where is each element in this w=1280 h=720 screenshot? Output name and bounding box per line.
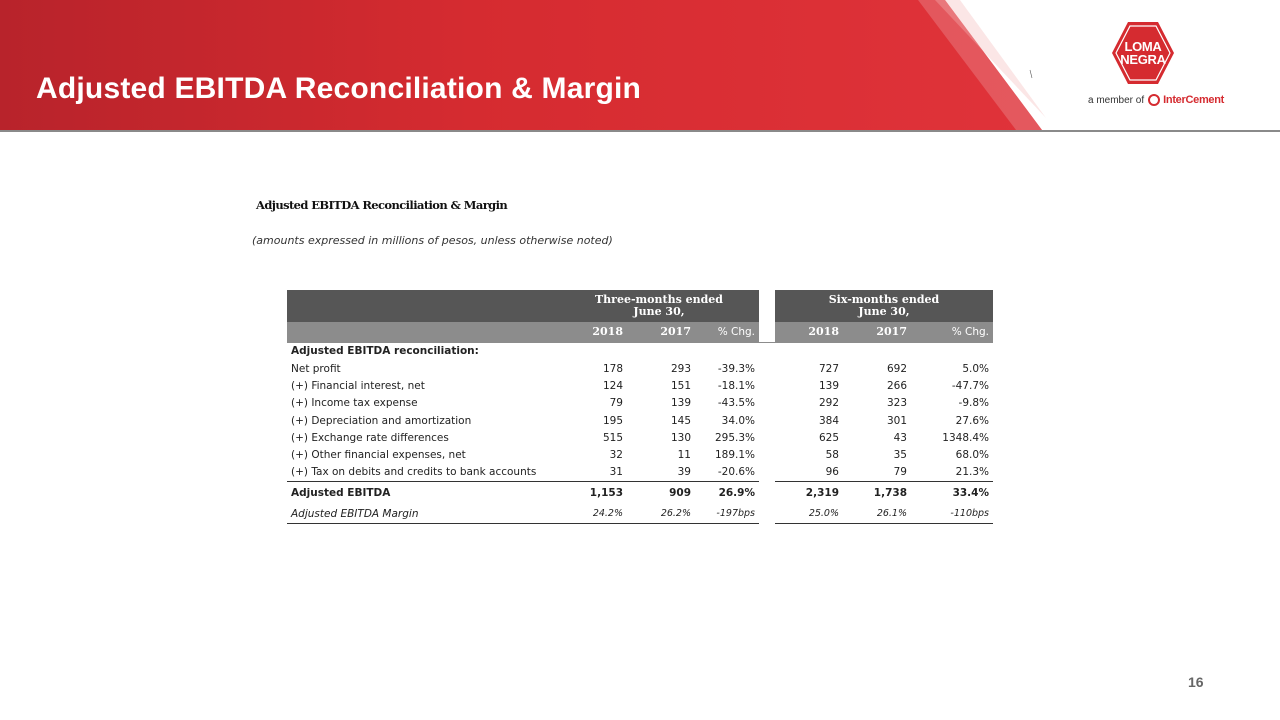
row-h2017: 79 — [893, 466, 907, 479]
intercement-brand: InterCement — [1163, 94, 1225, 106]
row-gap — [759, 377, 775, 394]
row-gap — [759, 481, 775, 505]
banner-graphic — [0, 0, 1280, 134]
row-qchg: -20.6% — [717, 466, 755, 479]
logo-line2: NEGRA — [1120, 52, 1166, 67]
row-label: (+) Financial interest, net — [291, 379, 425, 392]
group-header-six-months: Six-months ended June 30, — [775, 290, 993, 322]
table-row — [287, 446, 993, 463]
member-of-row — [1088, 94, 1224, 106]
row-label: (+) Tax on debits and credits to bank accounts — [291, 466, 537, 479]
table-row — [287, 360, 993, 377]
row-h2017: 266 — [886, 379, 907, 392]
table-body — [287, 360, 993, 481]
ebitda-table — [287, 290, 993, 524]
row-gap — [759, 446, 775, 463]
logo-line1: LOMA — [1124, 39, 1162, 54]
row-gap — [759, 412, 775, 429]
header-banner — [0, 0, 1280, 134]
margin-q2017: 26.2% — [627, 505, 695, 523]
row-h2017: 323 — [886, 397, 907, 410]
total-label: Adjusted EBITDA — [287, 481, 559, 505]
row-label: (+) Income tax expense — [291, 397, 418, 410]
row-h2017: 43 — [893, 431, 907, 444]
total-row — [287, 481, 993, 505]
row-q2017: 11 — [677, 449, 691, 462]
loma-negra-logo — [1108, 20, 1178, 86]
margin-qchg: -197bps — [695, 505, 759, 523]
row-hchg: 5.0% — [962, 362, 989, 375]
table-row — [287, 395, 993, 412]
table-row — [287, 464, 993, 481]
table-row — [287, 429, 993, 446]
row-q2017: 139 — [670, 397, 691, 410]
table-subtitle: (amounts expressed in millions of pesos, unless otherwise noted) — [252, 234, 613, 247]
table-column-header-row — [287, 322, 993, 342]
row-hchg: -47.7% — [951, 379, 989, 392]
row-label: (+) Depreciation and amortization — [291, 414, 472, 427]
row-h2018: 139 — [818, 379, 839, 392]
section-label-row — [287, 342, 993, 360]
row-label: (+) Exchange rate differences — [291, 431, 449, 444]
row-h2017: 301 — [886, 414, 907, 427]
slide-title: Adjusted EBITDA Reconciliation & Margin — [36, 72, 642, 105]
member-of-text: a member of — [1088, 94, 1145, 106]
margin-label: Adjusted EBITDA Margin — [287, 505, 559, 523]
row-q2018: 124 — [602, 379, 623, 392]
header-gap — [759, 290, 775, 322]
col-header-q2018: 2018 — [559, 322, 627, 342]
row-hchg: -9.8% — [958, 397, 989, 410]
row-hchg: 21.3% — [955, 466, 989, 479]
col-header-h2017: 2017 — [843, 322, 911, 342]
row-q2018: 195 — [602, 414, 623, 427]
row-gap — [759, 464, 775, 481]
row-h2018: 58 — [825, 449, 839, 462]
page-number: 16 — [1188, 674, 1204, 690]
row-h2018: 96 — [825, 466, 839, 479]
col-header-q2017: 2017 — [627, 322, 695, 342]
row-gap — [759, 395, 775, 412]
row-q2018: 515 — [602, 431, 623, 444]
group-header-three-months: Three-months ended June 30, — [559, 290, 759, 322]
row-q2017: 145 — [670, 414, 691, 427]
row-hchg: 1348.4% — [942, 431, 989, 444]
row-q2017: 151 — [670, 379, 691, 392]
row-q2017: 39 — [677, 466, 691, 479]
row-qchg: 189.1% — [714, 449, 755, 462]
margin-row — [287, 505, 993, 523]
table-row — [287, 377, 993, 394]
row-h2018: 727 — [818, 362, 839, 375]
row-gap — [759, 505, 775, 523]
col-header-qchg: % Chg. — [695, 322, 759, 342]
row-q2018: 32 — [609, 449, 623, 462]
table-row — [287, 412, 993, 429]
row-h2018: 384 — [818, 414, 839, 427]
row-q2017: 130 — [670, 431, 691, 444]
margin-q2018: 24.2% — [559, 505, 627, 523]
row-q2017: 293 — [670, 362, 691, 375]
row-q2018: 31 — [609, 466, 623, 479]
margin-hchg: -110bps — [911, 505, 993, 523]
total-qchg: 26.9% — [695, 481, 759, 505]
row-label: (+) Other financial expenses, net — [291, 449, 466, 462]
row-gap — [759, 360, 775, 377]
col-header-h2018: 2018 — [775, 322, 843, 342]
row-h2018: 625 — [818, 431, 839, 444]
table-group-header-row — [287, 290, 993, 322]
header-blank — [287, 290, 559, 322]
row-gap — [759, 429, 775, 446]
row-h2017: 35 — [893, 449, 907, 462]
section-label: Adjusted EBITDA reconciliation: — [291, 345, 479, 358]
total-q2018: 1,153 — [559, 481, 627, 505]
header-blank — [287, 322, 559, 342]
margin-h2017: 26.1% — [843, 505, 911, 523]
row-q2018: 79 — [609, 397, 623, 410]
row-qchg: -18.1% — [717, 379, 755, 392]
row-h2017: 692 — [886, 362, 907, 375]
total-h2017: 1,738 — [843, 481, 911, 505]
intercement-icon — [1148, 94, 1160, 106]
row-qchg: -39.3% — [717, 362, 755, 375]
row-h2018: 292 — [818, 397, 839, 410]
header-gap — [759, 322, 775, 342]
col-header-hchg: % Chg. — [911, 322, 993, 342]
row-hchg: 68.0% — [955, 449, 989, 462]
row-label: Net profit — [291, 362, 341, 375]
total-q2017: 909 — [627, 481, 695, 505]
row-qchg: 295.3% — [714, 431, 755, 444]
total-h2018: 2,319 — [775, 481, 843, 505]
table-title: Adjusted EBITDA Reconciliation & Margin — [256, 198, 508, 212]
row-qchg: -43.5% — [717, 397, 755, 410]
row-qchg: 34.0% — [721, 414, 755, 427]
total-hchg: 33.4% — [911, 481, 993, 505]
row-hchg: 27.6% — [955, 414, 989, 427]
row-q2018: 178 — [602, 362, 623, 375]
margin-h2018: 25.0% — [775, 505, 843, 523]
